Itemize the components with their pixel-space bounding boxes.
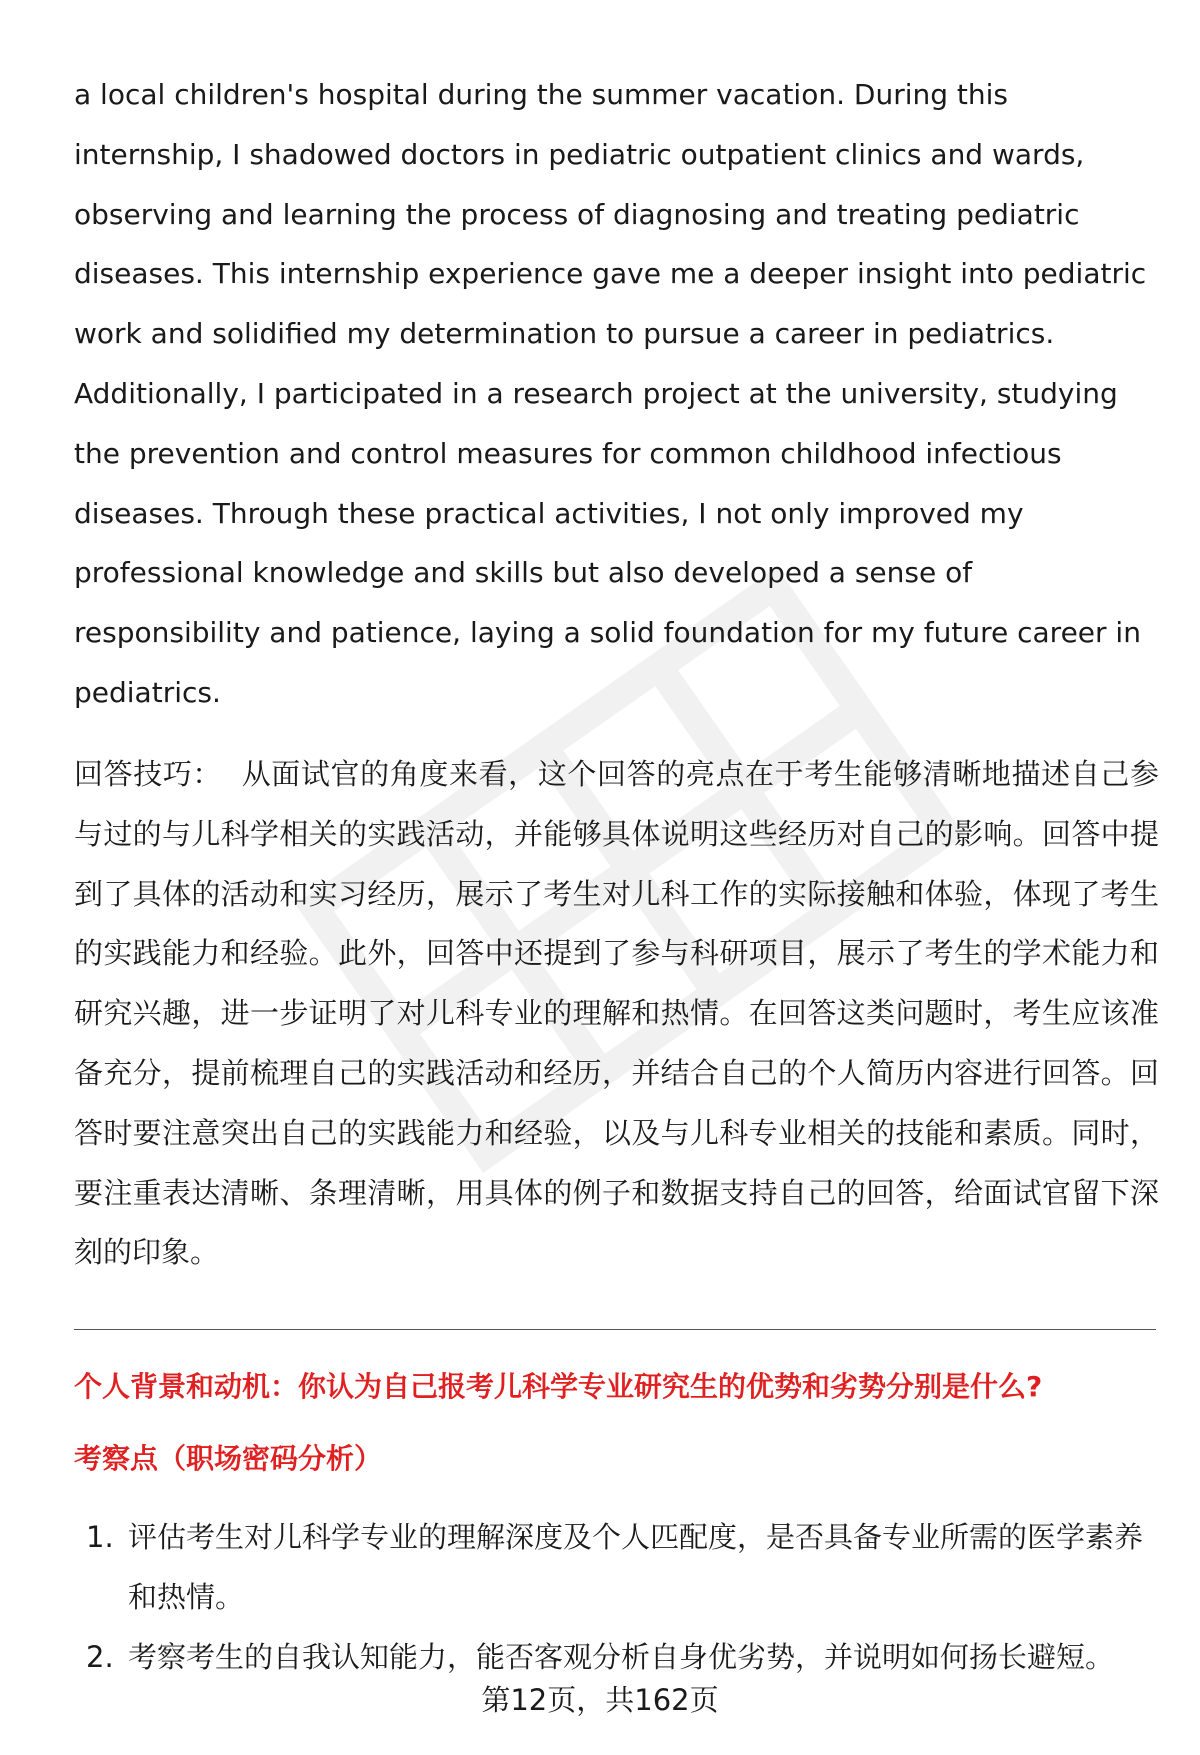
list-item-number: 2. [86, 1639, 114, 1674]
key-points-heading: 考察点（职场密码分析） [74, 1442, 383, 1475]
answer-tips-label: 回答技巧： [74, 757, 223, 791]
body-paragraph: a local children's hospital during the summer vacation. During this internship, I shadowed doctors in pediatric outpatient clinics and wards, observing and learning the process of diagnosing and treating pediatric diseases. This internship experience gave me a deeper insight into pediatric work and solidified my determination to pursue a career in pediatrics. Additionally, I participated in a research project at the university, studying the prevention and control measures for common childhood infectious diseases. Through these practical activities, I not only improved my professional knowledge and skills but also developed a sense of responsibility and patience, laying a solid foundation for my future career in pediatrics. [74, 78, 1147, 709]
page-footer: 第12页，共162页 [481, 1683, 719, 1717]
list-item-text: 评估考生对儿科学专业的理解深度及个人匹配度，是否具备专业所需的医学素养和热情。 [128, 1520, 1144, 1614]
key-points-list [74, 1508, 1164, 1687]
question-heading: 个人背景和动机：你认为自己报考儿科学专业研究生的优势和劣势分别是什么? [74, 1370, 1043, 1403]
list-item-text: 考察考生的自我认知能力，能否客观分析自身优劣势，并说明如何扬长避短。 [128, 1639, 1115, 1674]
list-item-number: 1. [86, 1520, 114, 1554]
list-item [74, 1508, 1164, 1628]
answer-tips-paragraph [74, 745, 1159, 1283]
answer-tips-text: 从面试官的角度来看，这个回答的亮点在于考生能够清晰地描述自己参与过的与儿科学相关的实践活动，并能够具体说明这些经历对自己的影响。回答中提到了具体的活动和实习经历，展示了考生对儿科工作的实际接触和体验，体现了考生的实践能力和经验。此外，回答中还提到了参与科研项目，展示了考生的学术能力和研究兴趣，进一步证明了对儿科专业的理解和热情。在回答这类问题时，考生应该准备充分，提前梳理自己的实践活动和经历，并结合自己的个人简历内容进行回答。回答时要注意突出自己的实践能力和经验，以及与儿科专业相关的技能和素质。同时，要注重表达清晰、条理清晰，用具体的例子和数据支持自己的回答，给面试官留下深刻的印象。 [74, 757, 1159, 1270]
section-divider [74, 1329, 1156, 1330]
